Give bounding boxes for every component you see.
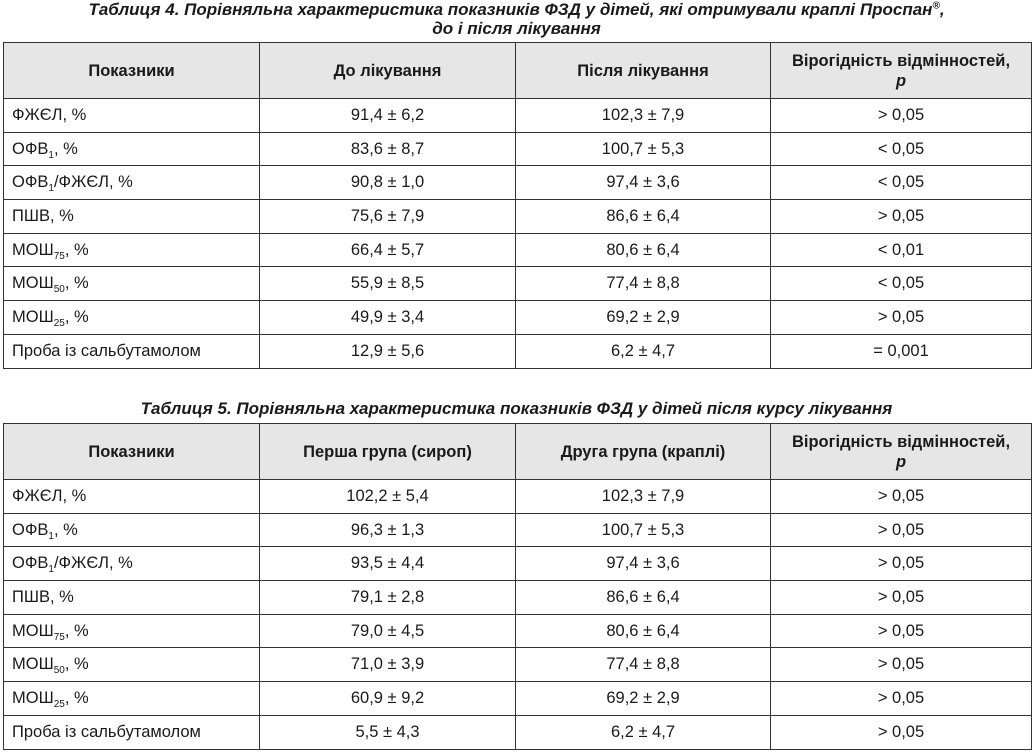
- table-row: [4, 581, 1032, 615]
- table-row: [4, 334, 1032, 368]
- value-col-2: 12,9 ± 5,6: [260, 334, 516, 368]
- table-row: [4, 480, 1032, 514]
- indicator-suffix: , %: [64, 621, 89, 640]
- indicator-name: [4, 648, 260, 682]
- p-value: > 0,05: [771, 715, 1032, 749]
- header-significance-p: p: [895, 452, 907, 471]
- indicator-name: [4, 267, 260, 301]
- value-col-2: 49,9 ± 3,4: [260, 301, 516, 335]
- indicator-label: МОШ: [12, 621, 54, 640]
- value-col-3: 69,2 ± 2,9: [516, 301, 771, 335]
- table-5: [3, 423, 1032, 750]
- value-col-3: 97,4 ± 3,6: [516, 547, 771, 581]
- indicator-suffix: , %: [64, 240, 89, 259]
- indicator-label: МОШ: [12, 274, 54, 293]
- table-row: [4, 166, 1032, 200]
- header-after-treatment: Після лікування: [516, 43, 771, 99]
- value-col-2: 96,3 ± 1,3: [260, 513, 516, 547]
- value-col-2: 91,4 ± 6,2: [260, 99, 516, 133]
- indicator-name: [4, 614, 260, 648]
- indicator-label: МОШ: [12, 307, 54, 326]
- value-col-2: 93,5 ± 4,4: [260, 547, 516, 581]
- indicator-label: Проба із сальбутамолом: [12, 341, 201, 360]
- table-5-caption: [0, 399, 1033, 418]
- p-value: < 0,05: [771, 267, 1032, 301]
- value-col-3: 97,4 ± 3,6: [516, 166, 771, 200]
- table-row: [4, 682, 1032, 716]
- p-value: = 0,001: [771, 334, 1032, 368]
- indicator-name: [4, 233, 260, 267]
- header-significance: [771, 43, 1032, 99]
- value-col-2: 60,9 ± 9,2: [260, 682, 516, 716]
- indicator-label: ФЖЄЛ, %: [12, 105, 87, 124]
- indicator-name: [4, 682, 260, 716]
- table-row: [4, 99, 1032, 133]
- indicator-name: [4, 480, 260, 514]
- table-4-caption-comma: ,: [939, 0, 945, 19]
- table-row: [4, 614, 1032, 648]
- value-col-2: 66,4 ± 5,7: [260, 233, 516, 267]
- indicator-name: [4, 301, 260, 335]
- indicator-label: ОФВ: [12, 139, 49, 158]
- table-5-header-row: [4, 424, 1032, 480]
- header-significance: [771, 424, 1032, 480]
- indicator-suffix: , %: [64, 655, 89, 674]
- value-col-2: 102,2 ± 5,4: [260, 480, 516, 514]
- indicator-label: МОШ: [12, 655, 54, 674]
- p-value: > 0,05: [771, 682, 1032, 716]
- indicator-label: МОШ: [12, 688, 54, 707]
- table-5-caption-text: Таблиця 5. Порівняльна характеристика показників ФЗД у дітей після курсу лікування: [140, 399, 893, 418]
- indicator-suffix: , %: [64, 274, 89, 293]
- table-4-caption-line-2: до і після лікування: [432, 19, 601, 38]
- table-row: [4, 132, 1032, 166]
- p-value: < 0,05: [771, 166, 1032, 200]
- table-4-caption: [0, 0, 1033, 38]
- table-5-body: [4, 480, 1032, 750]
- table-row: [4, 200, 1032, 234]
- header-significance-label: Вірогідність відмінностей,: [791, 432, 1011, 451]
- table-row: [4, 301, 1032, 335]
- indicator-suffix: /ФЖЄЛ, %: [53, 173, 133, 192]
- value-col-3: 100,7 ± 5,3: [516, 132, 771, 166]
- indicator-subscript: 75: [53, 631, 65, 643]
- p-value: > 0,05: [771, 513, 1032, 547]
- value-col-2: 79,0 ± 4,5: [260, 614, 516, 648]
- header-before-treatment: До лікування: [260, 43, 516, 99]
- header-significance-label: Вірогідність відмінностей,: [791, 51, 1011, 70]
- indicator-subscript: 50: [53, 665, 65, 677]
- table-row: [4, 648, 1032, 682]
- p-value: > 0,05: [771, 581, 1032, 615]
- value-col-3: 100,7 ± 5,3: [516, 513, 771, 547]
- value-col-2: 5,5 ± 4,3: [260, 715, 516, 749]
- indicator-name: [4, 132, 260, 166]
- indicator-label: ОФВ: [12, 554, 49, 573]
- value-col-3: 80,6 ± 6,4: [516, 233, 771, 267]
- indicator-name: [4, 547, 260, 581]
- indicator-subscript: 1: [48, 183, 54, 195]
- value-col-2: 71,0 ± 3,9: [260, 648, 516, 682]
- value-col-3: 6,2 ± 4,7: [516, 334, 771, 368]
- p-value: > 0,05: [771, 301, 1032, 335]
- value-col-3: 77,4 ± 8,8: [516, 648, 771, 682]
- value-col-2: 90,8 ± 1,0: [260, 166, 516, 200]
- indicator-subscript: 1: [48, 530, 54, 542]
- indicator-name: [4, 200, 260, 234]
- header-significance-p: p: [895, 71, 907, 90]
- header-indicators: Показники: [4, 43, 260, 99]
- indicator-subscript: 25: [53, 698, 65, 710]
- indicator-subscript: 1: [48, 564, 54, 576]
- table-4: [3, 42, 1032, 369]
- p-value: > 0,05: [771, 99, 1032, 133]
- indicator-name: [4, 99, 260, 133]
- indicator-name: [4, 581, 260, 615]
- value-col-3: 102,3 ± 7,9: [516, 480, 771, 514]
- table-row: [4, 267, 1032, 301]
- value-col-2: 83,6 ± 8,7: [260, 132, 516, 166]
- indicator-name: [4, 715, 260, 749]
- value-col-3: 86,6 ± 6,4: [516, 581, 771, 615]
- indicator-label: ПШВ, %: [12, 587, 74, 606]
- indicator-subscript: 25: [53, 317, 65, 329]
- table-4-header-row: [4, 43, 1032, 99]
- value-col-3: 102,3 ± 7,9: [516, 99, 771, 133]
- p-value: > 0,05: [771, 648, 1032, 682]
- indicator-label: ОФВ: [12, 520, 49, 539]
- indicator-subscript: 1: [48, 149, 54, 161]
- indicator-suffix: , %: [53, 520, 78, 539]
- p-value: > 0,05: [771, 614, 1032, 648]
- indicator-name: [4, 166, 260, 200]
- table-row: [4, 547, 1032, 581]
- value-col-3: 6,2 ± 4,7: [516, 715, 771, 749]
- table-row: [4, 715, 1032, 749]
- table-4-caption-line-1: Таблиця 4. Порівняльна характеристика показників ФЗД у дітей, які отримували краплі Проспан: [88, 0, 933, 19]
- indicator-label: ПШВ, %: [12, 206, 74, 225]
- indicator-label: МОШ: [12, 240, 54, 259]
- table-row: [4, 513, 1032, 547]
- value-col-2: 55,9 ± 8,5: [260, 267, 516, 301]
- header-group-1-syrup: Перша група (сироп): [260, 424, 516, 480]
- value-col-3: 80,6 ± 6,4: [516, 614, 771, 648]
- indicator-label: ОФВ: [12, 173, 49, 192]
- p-value: < 0,01: [771, 233, 1032, 267]
- header-group-2-drops: Друга група (краплі): [516, 424, 771, 480]
- indicator-suffix: , %: [64, 307, 89, 326]
- value-col-3: 69,2 ± 2,9: [516, 682, 771, 716]
- table-4-body: [4, 99, 1032, 369]
- indicator-label: Проба із сальбутамолом: [12, 722, 201, 741]
- indicator-subscript: 75: [53, 250, 65, 262]
- indicator-subscript: 50: [53, 284, 65, 296]
- header-indicators: Показники: [4, 424, 260, 480]
- value-col-2: 79,1 ± 2,8: [260, 581, 516, 615]
- p-value: > 0,05: [771, 200, 1032, 234]
- indicator-suffix: , %: [64, 688, 89, 707]
- indicator-name: [4, 513, 260, 547]
- value-col-3: 77,4 ± 8,8: [516, 267, 771, 301]
- registered-mark: ®: [932, 0, 940, 12]
- table-row: [4, 233, 1032, 267]
- indicator-name: [4, 334, 260, 368]
- p-value: > 0,05: [771, 480, 1032, 514]
- value-col-3: 86,6 ± 6,4: [516, 200, 771, 234]
- indicator-suffix: , %: [53, 139, 78, 158]
- indicator-label: ФЖЄЛ, %: [12, 486, 87, 505]
- p-value: > 0,05: [771, 547, 1032, 581]
- p-value: < 0,05: [771, 132, 1032, 166]
- value-col-2: 75,6 ± 7,9: [260, 200, 516, 234]
- indicator-suffix: /ФЖЄЛ, %: [53, 554, 133, 573]
